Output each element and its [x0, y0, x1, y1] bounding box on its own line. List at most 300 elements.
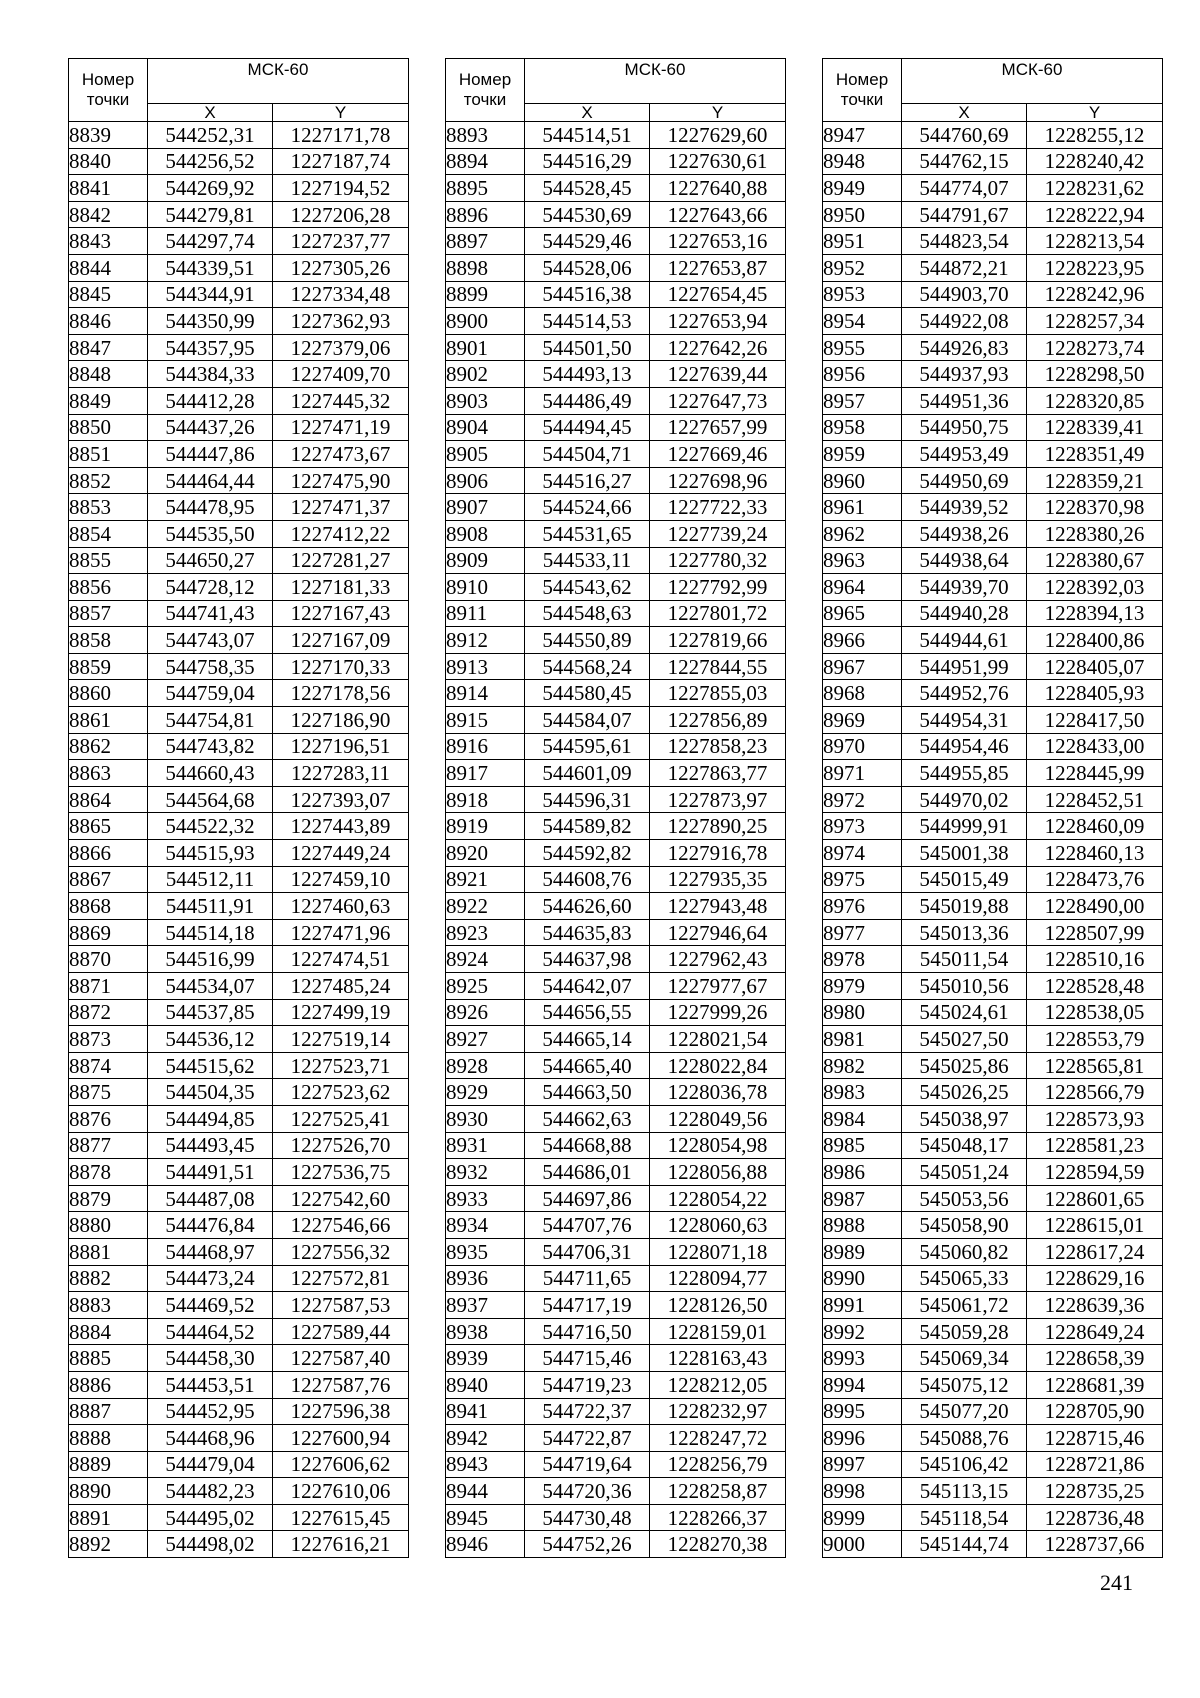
y-coordinate-cell: 1228022,84 [650, 1052, 786, 1079]
table-row [823, 1212, 1163, 1239]
x-coordinate-cell: 544530,69 [525, 201, 650, 228]
point-number-cell: 8917 [446, 760, 525, 787]
table-row [446, 547, 786, 574]
table-row [69, 1265, 409, 1292]
point-number-cell: 8939 [446, 1345, 525, 1372]
point-number-cell: 8942 [446, 1425, 525, 1452]
x-coordinate-cell: 544357,95 [148, 334, 273, 361]
point-number-cell: 8972 [823, 786, 902, 813]
x-coordinate-cell: 544707,76 [525, 1212, 650, 1239]
x-coordinate-cell: 544951,36 [902, 387, 1027, 414]
table-row [69, 973, 409, 1000]
y-coordinate-cell: 1228223,95 [1027, 254, 1163, 281]
point-number-cell: 8962 [823, 520, 902, 547]
table-row [69, 786, 409, 813]
point-number-cell: 8909 [446, 547, 525, 574]
table-row [823, 1079, 1163, 1106]
x-coordinate-cell: 544774,07 [902, 175, 1027, 202]
point-number-cell: 8902 [446, 361, 525, 388]
y-coordinate-cell: 1228658,39 [1027, 1345, 1163, 1372]
x-coordinate-cell: 544662,63 [525, 1105, 650, 1132]
x-coordinate-cell: 544580,45 [525, 680, 650, 707]
x-coordinate-cell: 544504,35 [148, 1079, 273, 1106]
table-row [69, 494, 409, 521]
table-row [446, 414, 786, 441]
x-coordinate-cell: 544955,85 [902, 760, 1027, 787]
y-coordinate-cell: 1228400,86 [1027, 627, 1163, 654]
y-coordinate-cell: 1228615,01 [1027, 1212, 1163, 1239]
point-number-cell: 8958 [823, 414, 902, 441]
table-row [69, 919, 409, 946]
table-row [446, 999, 786, 1026]
point-number-cell: 8964 [823, 574, 902, 601]
point-number-cell: 8850 [69, 414, 148, 441]
y-coordinate-cell: 1228339,41 [1027, 414, 1163, 441]
y-coordinate-cell: 1228394,13 [1027, 600, 1163, 627]
table-row [823, 946, 1163, 973]
point-number-cell: 8914 [446, 680, 525, 707]
table-row [823, 334, 1163, 361]
point-number-cell: 8976 [823, 893, 902, 920]
x-coordinate-cell: 544493,45 [148, 1132, 273, 1159]
x-coordinate-cell: 544697,86 [525, 1185, 650, 1212]
x-coordinate-cell: 545118,54 [902, 1504, 1027, 1531]
x-coordinate-cell: 544584,07 [525, 707, 650, 734]
x-coordinate-cell: 544711,65 [525, 1265, 650, 1292]
point-number-cell: 8860 [69, 680, 148, 707]
table-row [446, 467, 786, 494]
y-coordinate-cell: 1227722,33 [650, 494, 786, 521]
y-coordinate-cell: 1227526,70 [273, 1132, 409, 1159]
y-coordinate-cell: 1227863,77 [650, 760, 786, 787]
y-coordinate-cell: 1228735,25 [1027, 1478, 1163, 1505]
point-number-cell: 8971 [823, 760, 902, 787]
table-row [69, 866, 409, 893]
y-coordinate-cell: 1227739,24 [650, 520, 786, 547]
x-coordinate-cell: 545051,24 [902, 1159, 1027, 1186]
y-coordinate-cell: 1228433,00 [1027, 733, 1163, 760]
coordinates-table-3 [822, 58, 1163, 1558]
point-number-cell: 8920 [446, 840, 525, 867]
point-number-cell: 8911 [446, 600, 525, 627]
x-coordinate-cell: 544564,68 [148, 786, 273, 813]
x-coordinate-cell: 544447,86 [148, 441, 273, 468]
table-row [69, 600, 409, 627]
x-coordinate-cell: 545013,36 [902, 919, 1027, 946]
y-coordinate-cell: 1228298,50 [1027, 361, 1163, 388]
table-row [69, 1292, 409, 1319]
x-coordinate-cell: 544501,50 [525, 334, 650, 361]
y-coordinate-cell: 1228617,24 [1027, 1238, 1163, 1265]
y-coordinate-cell: 1227536,75 [273, 1159, 409, 1186]
table-row [823, 1132, 1163, 1159]
point-number-cell: 8868 [69, 893, 148, 920]
table-row [823, 1371, 1163, 1398]
y-coordinate-cell: 1228351,49 [1027, 441, 1163, 468]
table-row [446, 1478, 786, 1505]
table-row [823, 441, 1163, 468]
table-row [446, 733, 786, 760]
point-number-cell: 8921 [446, 866, 525, 893]
y-coordinate-cell: 1228473,76 [1027, 866, 1163, 893]
point-number-cell: 8938 [446, 1318, 525, 1345]
x-coordinate-cell: 544279,81 [148, 201, 273, 228]
table-row [69, 893, 409, 920]
table-row [69, 1079, 409, 1106]
x-coordinate-cell: 544939,70 [902, 574, 1027, 601]
table-row [823, 1026, 1163, 1053]
x-coordinate-cell: 544743,07 [148, 627, 273, 654]
table-row [446, 813, 786, 840]
point-number-cell: 8956 [823, 361, 902, 388]
table-row [823, 1238, 1163, 1265]
y-coordinate-cell: 1228049,56 [650, 1105, 786, 1132]
x-coordinate-cell: 544791,67 [902, 201, 1027, 228]
point-number-cell: 8856 [69, 574, 148, 601]
y-coordinate-cell: 1228721,86 [1027, 1451, 1163, 1478]
point-number-header [446, 59, 525, 122]
x-coordinate-cell: 544951,99 [902, 653, 1027, 680]
y-coordinate-cell: 1227640,88 [650, 175, 786, 202]
y-coordinate-cell: 1228538,05 [1027, 999, 1163, 1026]
x-coordinate-cell: 544650,27 [148, 547, 273, 574]
point-number-cell: 8839 [69, 122, 148, 149]
x-coordinate-cell: 545144,74 [902, 1531, 1027, 1558]
table-row [69, 1371, 409, 1398]
x-coordinate-cell: 544536,12 [148, 1026, 273, 1053]
y-coordinate-cell: 1228021,54 [650, 1026, 786, 1053]
y-coordinate-cell: 1228490,00 [1027, 893, 1163, 920]
table-row [446, 1292, 786, 1319]
y-coordinate-cell: 1227542,60 [273, 1185, 409, 1212]
y-coordinate-cell: 1227525,41 [273, 1105, 409, 1132]
coordinate-system-header: МСК-60 [148, 59, 409, 104]
point-number-cell: 8854 [69, 520, 148, 547]
x-coordinate-cell: 544350,99 [148, 308, 273, 335]
point-number-cell: 8977 [823, 919, 902, 946]
coordinate-system-header: МСК-60 [902, 59, 1163, 104]
point-number-cell: 8912 [446, 627, 525, 654]
x-coordinate-cell: 544297,74 [148, 228, 273, 255]
point-number-cell: 8896 [446, 201, 525, 228]
point-number-cell: 8931 [446, 1132, 525, 1159]
x-coordinate-cell: 544476,84 [148, 1212, 273, 1239]
y-coordinate-cell: 1227653,16 [650, 228, 786, 255]
point-number-cell: 8933 [446, 1185, 525, 1212]
y-coordinate-cell: 1228054,98 [650, 1132, 786, 1159]
x-coordinate-cell: 544660,43 [148, 760, 273, 787]
table-row [69, 414, 409, 441]
x-coordinate-cell: 544494,45 [525, 414, 650, 441]
x-coordinate-cell: 544339,51 [148, 254, 273, 281]
table-row [69, 1052, 409, 1079]
x-coordinate-cell: 544926,83 [902, 334, 1027, 361]
point-number-cell: 8840 [69, 148, 148, 175]
y-coordinate-cell: 1227186,90 [273, 707, 409, 734]
y-coordinate-cell: 1227523,62 [273, 1079, 409, 1106]
x-coordinate-cell: 544458,30 [148, 1345, 273, 1372]
table-row [823, 1159, 1163, 1186]
point-number-cell: 8975 [823, 866, 902, 893]
y-coordinate-cell: 1228257,34 [1027, 308, 1163, 335]
x-coordinate-cell: 545060,82 [902, 1238, 1027, 1265]
y-coordinate-cell: 1227474,51 [273, 946, 409, 973]
x-coordinate-cell: 544529,46 [525, 228, 650, 255]
y-coordinate-cell: 1228256,79 [650, 1451, 786, 1478]
point-number-cell: 8884 [69, 1318, 148, 1345]
y-coordinate-cell: 1227379,06 [273, 334, 409, 361]
y-coordinate-cell: 1228460,13 [1027, 840, 1163, 867]
x-column-header: X [525, 104, 650, 122]
y-coordinate-cell: 1227653,87 [650, 254, 786, 281]
point-number-cell: 8944 [446, 1478, 525, 1505]
table-row [69, 254, 409, 281]
table-row [446, 866, 786, 893]
y-coordinate-cell: 1227589,44 [273, 1318, 409, 1345]
y-coordinate-cell: 1228071,18 [650, 1238, 786, 1265]
y-coordinate-cell: 1228258,87 [650, 1478, 786, 1505]
point-number-cell: 8883 [69, 1292, 148, 1319]
x-coordinate-cell: 545059,28 [902, 1318, 1027, 1345]
point-number-header-text: Номер точки [458, 69, 512, 109]
point-number-cell: 8876 [69, 1105, 148, 1132]
point-number-cell: 8881 [69, 1238, 148, 1265]
y-coordinate-cell: 1228528,48 [1027, 973, 1163, 1000]
table-row [823, 520, 1163, 547]
point-number-cell: 8923 [446, 919, 525, 946]
y-coordinate-cell: 1227445,32 [273, 387, 409, 414]
y-coordinate-cell: 1228247,72 [650, 1425, 786, 1452]
point-number-cell: 8937 [446, 1292, 525, 1319]
y-coordinate-cell: 1228126,50 [650, 1292, 786, 1319]
table-row [446, 760, 786, 787]
table-row [823, 600, 1163, 627]
x-coordinate-cell: 544479,04 [148, 1451, 273, 1478]
point-number-cell: 8973 [823, 813, 902, 840]
point-number-cell: 8952 [823, 254, 902, 281]
x-coordinate-cell: 544528,45 [525, 175, 650, 202]
y-column-header: Y [1027, 104, 1163, 122]
point-number-cell: 8903 [446, 387, 525, 414]
table-row [823, 574, 1163, 601]
x-coordinate-cell: 544469,52 [148, 1292, 273, 1319]
table-row [446, 1105, 786, 1132]
x-coordinate-cell: 544715,46 [525, 1345, 650, 1372]
point-number-cell: 8996 [823, 1425, 902, 1452]
table-row [69, 201, 409, 228]
table-row [823, 228, 1163, 255]
x-coordinate-cell: 544596,31 [525, 786, 650, 813]
y-coordinate-cell: 1227653,94 [650, 308, 786, 335]
point-number-cell: 8927 [446, 1026, 525, 1053]
table-row [69, 653, 409, 680]
point-number-cell: 8995 [823, 1398, 902, 1425]
y-coordinate-cell: 1228273,74 [1027, 334, 1163, 361]
table-row [69, 547, 409, 574]
point-number-cell: 8848 [69, 361, 148, 388]
table-row [69, 760, 409, 787]
y-coordinate-cell: 1228159,01 [650, 1318, 786, 1345]
x-coordinate-cell: 544568,24 [525, 653, 650, 680]
table-row [69, 387, 409, 414]
y-coordinate-cell: 1228705,90 [1027, 1398, 1163, 1425]
point-number-cell: 8895 [446, 175, 525, 202]
point-number-cell: 8978 [823, 946, 902, 973]
point-number-cell: 8843 [69, 228, 148, 255]
table-row [446, 1531, 786, 1558]
point-number-cell: 8967 [823, 653, 902, 680]
point-number-cell: 8991 [823, 1292, 902, 1319]
point-number-cell: 8945 [446, 1504, 525, 1531]
point-number-header-text: Номер точки [835, 69, 889, 109]
table-body [446, 122, 786, 1558]
y-coordinate-cell: 1227572,81 [273, 1265, 409, 1292]
x-coordinate-cell: 545077,20 [902, 1398, 1027, 1425]
point-number-cell: 8961 [823, 494, 902, 521]
y-coordinate-cell: 1227281,27 [273, 547, 409, 574]
table-row [446, 1052, 786, 1079]
table-row [446, 919, 786, 946]
x-coordinate-cell: 544730,48 [525, 1504, 650, 1531]
y-coordinate-cell: 1228320,85 [1027, 387, 1163, 414]
table-row [69, 1478, 409, 1505]
table-row [823, 122, 1163, 149]
x-coordinate-cell: 544954,31 [902, 707, 1027, 734]
table-row [446, 308, 786, 335]
point-number-header-text: Номер точки [81, 69, 135, 109]
point-number-cell: 8871 [69, 973, 148, 1000]
point-number-cell: 8922 [446, 893, 525, 920]
y-coordinate-cell: 1228405,93 [1027, 680, 1163, 707]
y-coordinate-cell: 1228359,21 [1027, 467, 1163, 494]
table-row [823, 999, 1163, 1026]
table-row [69, 228, 409, 255]
x-coordinate-cell: 545027,50 [902, 1026, 1027, 1053]
y-coordinate-cell: 1228507,99 [1027, 919, 1163, 946]
point-number-cell: 8998 [823, 1478, 902, 1505]
point-number-cell: 8858 [69, 627, 148, 654]
x-coordinate-cell: 544482,23 [148, 1478, 273, 1505]
y-coordinate-cell: 1227642,26 [650, 334, 786, 361]
point-number-cell: 8915 [446, 707, 525, 734]
x-coordinate-cell: 544637,98 [525, 946, 650, 973]
table-row [823, 1318, 1163, 1345]
x-coordinate-cell: 544548,63 [525, 600, 650, 627]
y-coordinate-cell: 1227523,71 [273, 1052, 409, 1079]
point-number-header [823, 59, 902, 122]
point-number-cell: 8941 [446, 1398, 525, 1425]
y-coordinate-cell: 1227459,10 [273, 866, 409, 893]
x-coordinate-cell: 544952,76 [902, 680, 1027, 707]
point-number-cell: 8861 [69, 707, 148, 734]
table-row [823, 254, 1163, 281]
point-number-cell: 8943 [446, 1451, 525, 1478]
point-number-cell: 8970 [823, 733, 902, 760]
x-coordinate-cell: 544344,91 [148, 281, 273, 308]
table-row [446, 494, 786, 521]
table-row [446, 1425, 786, 1452]
y-coordinate-cell: 1227792,99 [650, 574, 786, 601]
x-coordinate-cell: 545024,61 [902, 999, 1027, 1026]
x-coordinate-cell: 544504,71 [525, 441, 650, 468]
point-number-cell: 8892 [69, 1531, 148, 1558]
x-coordinate-cell: 545061,72 [902, 1292, 1027, 1319]
x-coordinate-cell: 545001,38 [902, 840, 1027, 867]
y-coordinate-cell: 1227647,73 [650, 387, 786, 414]
table-row [446, 148, 786, 175]
table-row [446, 893, 786, 920]
y-coordinate-cell: 1227449,24 [273, 840, 409, 867]
table-row [823, 813, 1163, 840]
x-coordinate-cell: 544760,69 [902, 122, 1027, 149]
table-row [69, 1345, 409, 1372]
table-row [69, 334, 409, 361]
x-coordinate-cell: 545015,49 [902, 866, 1027, 893]
table-row [823, 1398, 1163, 1425]
table-row [823, 1052, 1163, 1079]
point-number-cell: 8882 [69, 1265, 148, 1292]
point-number-cell: 8894 [446, 148, 525, 175]
y-coordinate-cell: 1227977,67 [650, 973, 786, 1000]
point-number-cell: 8983 [823, 1079, 902, 1106]
x-coordinate-cell: 544743,82 [148, 733, 273, 760]
x-coordinate-cell: 545075,12 [902, 1371, 1027, 1398]
x-coordinate-cell: 544665,40 [525, 1052, 650, 1079]
x-coordinate-cell: 544720,36 [525, 1478, 650, 1505]
table-row [446, 201, 786, 228]
table-row [823, 786, 1163, 813]
table-row [446, 175, 786, 202]
table-row [823, 1345, 1163, 1372]
table-row [69, 707, 409, 734]
point-number-cell: 8893 [446, 122, 525, 149]
point-number-cell: 8870 [69, 946, 148, 973]
y-coordinate-cell: 1228094,77 [650, 1265, 786, 1292]
point-number-cell: 8919 [446, 813, 525, 840]
table-row [446, 1159, 786, 1186]
y-column-header: Y [273, 104, 409, 122]
y-coordinate-cell: 1227393,07 [273, 786, 409, 813]
table-row [69, 1451, 409, 1478]
y-coordinate-cell: 1227187,74 [273, 148, 409, 175]
x-coordinate-cell: 545069,34 [902, 1345, 1027, 1372]
y-coordinate-cell: 1227475,90 [273, 467, 409, 494]
point-number-cell: 8984 [823, 1105, 902, 1132]
x-coordinate-cell: 544498,02 [148, 1531, 273, 1558]
x-coordinate-cell: 544706,31 [525, 1238, 650, 1265]
point-number-cell: 8880 [69, 1212, 148, 1239]
x-coordinate-cell: 544514,53 [525, 308, 650, 335]
x-coordinate-cell: 544453,51 [148, 1371, 273, 1398]
y-coordinate-cell: 1228736,48 [1027, 1504, 1163, 1531]
y-coordinate-cell: 1227916,78 [650, 840, 786, 867]
x-coordinate-cell: 544663,50 [525, 1079, 650, 1106]
point-number-cell: 8994 [823, 1371, 902, 1398]
table-row [69, 813, 409, 840]
x-coordinate-cell: 544938,64 [902, 547, 1027, 574]
x-coordinate-cell: 544608,76 [525, 866, 650, 893]
y-coordinate-cell: 1227855,03 [650, 680, 786, 707]
x-coordinate-cell: 544452,95 [148, 1398, 273, 1425]
y-coordinate-cell: 1227362,93 [273, 308, 409, 335]
table-row [823, 1531, 1163, 1558]
table-row [69, 1212, 409, 1239]
point-number-cell: 8905 [446, 441, 525, 468]
point-number-cell: 8951 [823, 228, 902, 255]
point-number-cell: 8992 [823, 1318, 902, 1345]
table-row [823, 1451, 1163, 1478]
point-number-cell: 8869 [69, 919, 148, 946]
